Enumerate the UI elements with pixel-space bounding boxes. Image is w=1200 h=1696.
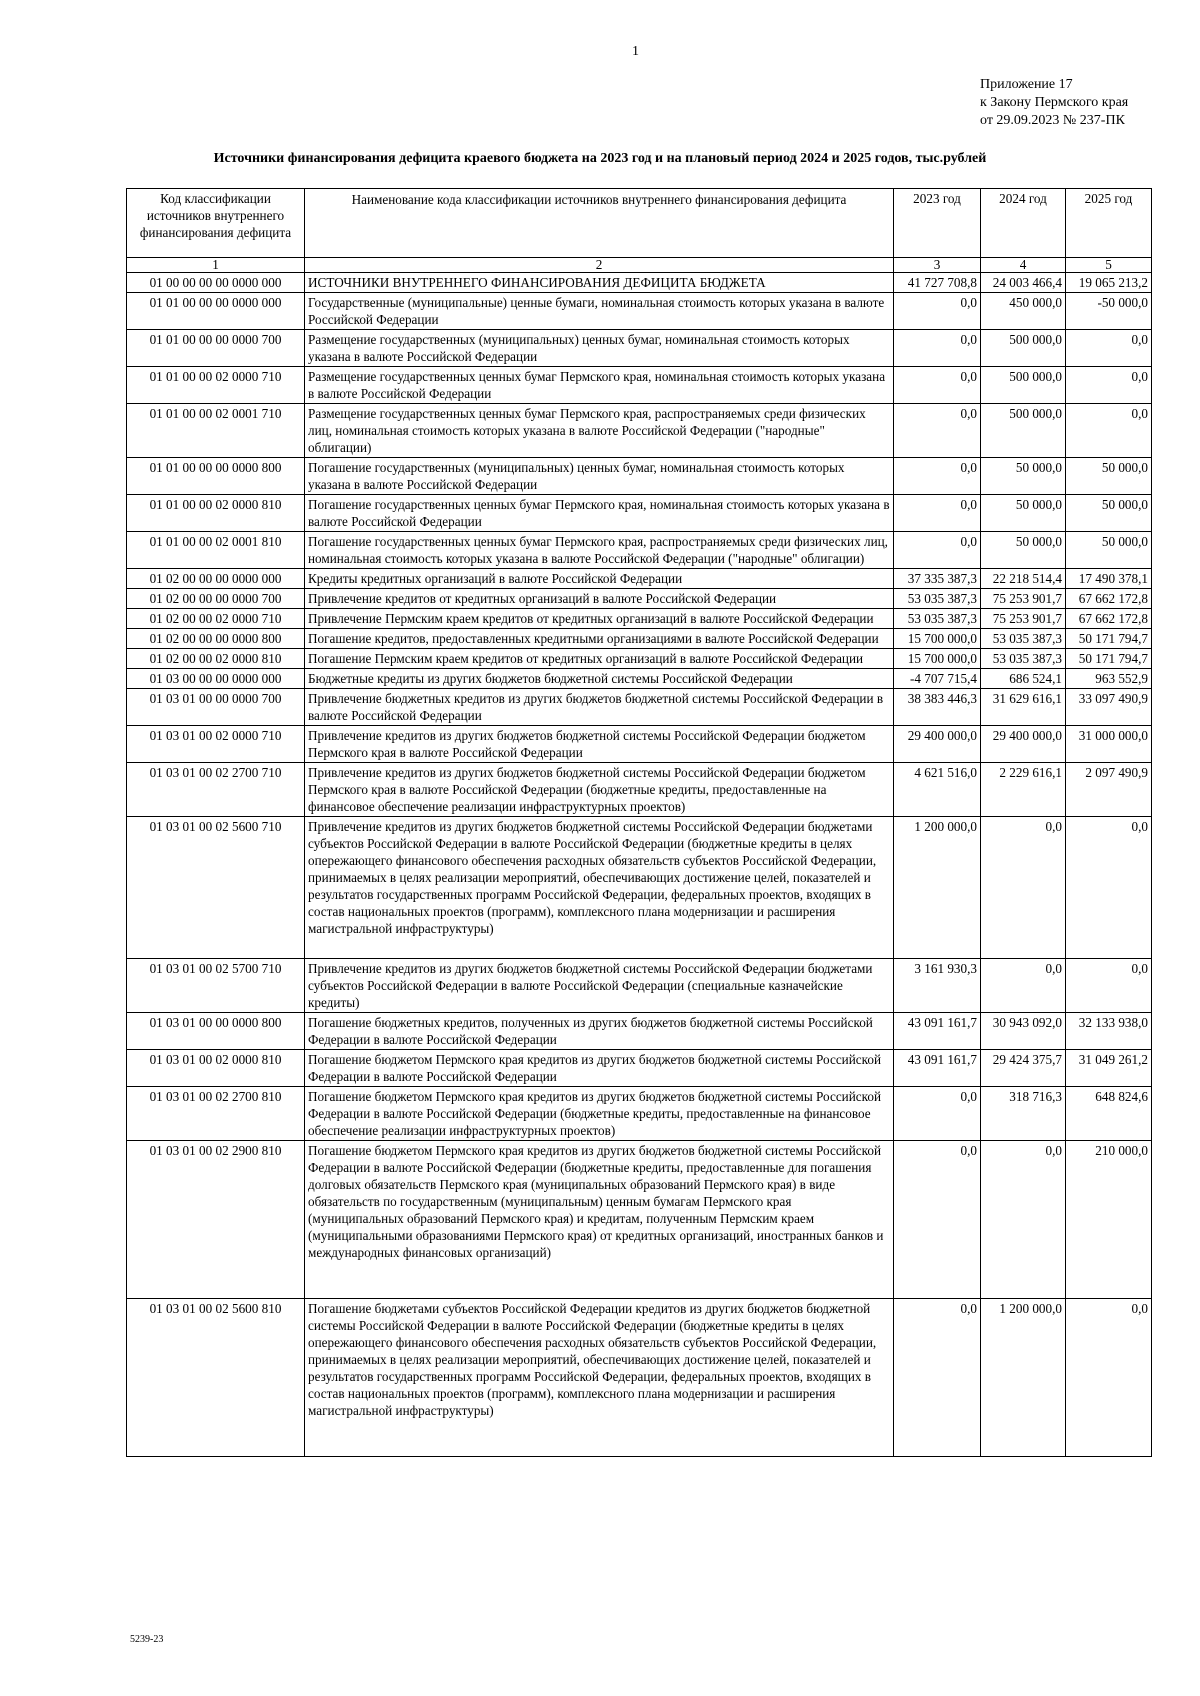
code-cell: 01 03 01 00 02 5600 810 [127, 1299, 305, 1457]
table-row [127, 495, 1152, 532]
name-cell: Погашение бюджетных кредитов, полученных из других бюджетов бюджетной системы Российской Федерации в валюте Российской Федерации [305, 1013, 894, 1050]
code-cell: 01 02 00 00 00 0000 000 [127, 569, 305, 589]
column-number-row [127, 258, 1152, 273]
value-2023-cell: 38 383 446,3 [894, 689, 981, 726]
annex-line-1: Приложение 17 [980, 77, 1073, 92]
value-2023-cell: 3 161 930,3 [894, 959, 981, 1013]
name-cell: Привлечение кредитов из других бюджетов бюджетной системы Российской Федерации бюджетом Пермского края в валюте Российской Федерации [305, 726, 894, 763]
table-row [127, 609, 1152, 629]
name-cell: Погашение государственных (муниципальных) ценных бумаг, номинальная стоимость которых указана в валюте Российской Федерации [305, 458, 894, 495]
column-number: 3 [894, 258, 981, 273]
code-cell: 01 01 00 00 00 0000 700 [127, 330, 305, 367]
value-2025-cell: 50 000,0 [1066, 532, 1152, 569]
value-2025-cell: 963 552,9 [1066, 669, 1152, 689]
table-row [127, 330, 1152, 367]
name-cell: Погашение бюджетами субъектов Российской Федерации кредитов из других бюджетов бюджетной системы Российской Федерации в валюте Российской Федерации (бюджетные кредиты в целях опережающего финансового обеспечения расходных обязательств субъектов Российской Федерации, принимаемых в целях реализации мероприятий, обеспечивающих достижение целей, показателей и результатов государственных программ Российской Федерации, федеральных проектов, входящих в состав национальных проектов (программ), комплексного плана модернизации и расширения магистральной инфраструктуры) [305, 1299, 894, 1457]
table-row [127, 404, 1152, 458]
value-2025-cell: 17 490 378,1 [1066, 569, 1152, 589]
code-cell: 01 01 00 00 02 0001 810 [127, 532, 305, 569]
name-cell: Погашение Пермским краем кредитов от кредитных организаций в валюте Российской Федерации [305, 649, 894, 669]
value-2024-cell: 686 524,1 [981, 669, 1066, 689]
value-2023-cell: 0,0 [894, 293, 981, 330]
code-cell: 01 03 01 00 00 0000 700 [127, 689, 305, 726]
value-2024-cell: 50 000,0 [981, 532, 1066, 569]
value-2023-cell: 0,0 [894, 404, 981, 458]
value-2025-cell: 19 065 213,2 [1066, 273, 1152, 293]
value-2025-cell: -50 000,0 [1066, 293, 1152, 330]
value-2023-cell: 53 035 387,3 [894, 609, 981, 629]
name-cell: Погашение кредитов, предоставленных кредитными организациями в валюте Российской Федерации [305, 629, 894, 649]
value-2024-cell: 500 000,0 [981, 367, 1066, 404]
value-2025-cell: 210 000,0 [1066, 1141, 1152, 1299]
name-cell: Привлечение кредитов из других бюджетов бюджетной системы Российской Федерации бюджетами субъектов Российской Федерации в валюте Российской Федерации (бюджетные кредиты в целях опережающего финансового обеспечения расходных обязательств субъектов Российской Федерации, принимаемых в целях реализации мероприятий, обеспечивающих достижение целей, показателей и результатов государственных программ Российской Федерации, федеральных проектов, входящих в состав национальных проектов (программ), комплексного плана модернизации и расширения магистральной инфраструктуры) [305, 817, 894, 959]
value-2024-cell: 24 003 466,4 [981, 273, 1066, 293]
table-row [127, 1087, 1152, 1141]
page-number: 1 [632, 44, 639, 59]
value-2024-cell: 2 229 616,1 [981, 763, 1066, 817]
column-number: 2 [305, 258, 894, 273]
value-2025-cell: 50 000,0 [1066, 458, 1152, 495]
value-2024-cell: 22 218 514,4 [981, 569, 1066, 589]
name-cell: Размещение государственных ценных бумаг Пермского края, распространяемых среди физических лиц, номинальная стоимость которых указана в валюте Российской Федерации ("народные" облигации) [305, 404, 894, 458]
table-row [127, 367, 1152, 404]
value-2024-cell: 75 253 901,7 [981, 609, 1066, 629]
value-2025-cell: 0,0 [1066, 817, 1152, 959]
value-2025-cell: 0,0 [1066, 1299, 1152, 1457]
name-cell: Кредиты кредитных организаций в валюте Российской Федерации [305, 569, 894, 589]
value-2023-cell: 0,0 [894, 1299, 981, 1457]
table-row [127, 629, 1152, 649]
value-2024-cell: 53 035 387,3 [981, 629, 1066, 649]
value-2023-cell: 1 200 000,0 [894, 817, 981, 959]
column-number: 5 [1066, 258, 1152, 273]
value-2025-cell: 2 097 490,9 [1066, 763, 1152, 817]
table-row [127, 959, 1152, 1013]
column-number: 4 [981, 258, 1066, 273]
code-cell: 01 01 00 00 02 0000 810 [127, 495, 305, 532]
value-2025-cell: 0,0 [1066, 330, 1152, 367]
table-row [127, 726, 1152, 763]
code-cell: 01 03 00 00 00 0000 000 [127, 669, 305, 689]
name-cell: Привлечение кредитов от кредитных организаций в валюте Российской Федерации [305, 589, 894, 609]
header-2023: 2023 год [894, 189, 981, 258]
value-2024-cell: 31 629 616,1 [981, 689, 1066, 726]
name-cell: Привлечение бюджетных кредитов из других бюджетов бюджетной системы Российской Федерации в валюте Российской Федерации [305, 689, 894, 726]
value-2023-cell: 0,0 [894, 495, 981, 532]
value-2024-cell: 0,0 [981, 1141, 1066, 1299]
value-2023-cell: 0,0 [894, 330, 981, 367]
value-2025-cell: 50 171 794,7 [1066, 629, 1152, 649]
code-cell: 01 01 00 00 00 0000 000 [127, 293, 305, 330]
value-2025-cell: 67 662 172,8 [1066, 589, 1152, 609]
code-cell: 01 00 00 00 00 0000 000 [127, 273, 305, 293]
code-cell: 01 02 00 00 00 0000 800 [127, 629, 305, 649]
name-cell: Размещение государственных ценных бумаг Пермского края, номинальная стоимость которых указана в валюте Российской Федерации [305, 367, 894, 404]
header-2025: 2025 год [1066, 189, 1152, 258]
value-2025-cell: 32 133 938,0 [1066, 1013, 1152, 1050]
value-2025-cell: 31 049 261,2 [1066, 1050, 1152, 1087]
value-2023-cell: 0,0 [894, 532, 981, 569]
value-2023-cell: 53 035 387,3 [894, 589, 981, 609]
value-2024-cell: 1 200 000,0 [981, 1299, 1066, 1457]
code-cell: 01 03 01 00 02 2700 710 [127, 763, 305, 817]
name-cell: Бюджетные кредиты из других бюджетов бюджетной системы Российской Федерации [305, 669, 894, 689]
table-row [127, 293, 1152, 330]
name-cell: Государственные (муниципальные) ценные бумаги, номинальная стоимость которых указана в валюте Российской Федерации [305, 293, 894, 330]
table-row [127, 669, 1152, 689]
name-cell: ИСТОЧНИКИ ВНУТРЕННЕГО ФИНАНСИРОВАНИЯ ДЕФИЦИТА БЮДЖЕТА [305, 273, 894, 293]
value-2023-cell: 41 727 708,8 [894, 273, 981, 293]
value-2025-cell: 50 171 794,7 [1066, 649, 1152, 669]
table-row [127, 589, 1152, 609]
code-cell: 01 03 01 00 02 0000 810 [127, 1050, 305, 1087]
value-2024-cell: 450 000,0 [981, 293, 1066, 330]
sources-table [126, 188, 1152, 1457]
code-cell: 01 01 00 00 02 0001 710 [127, 404, 305, 458]
table-row [127, 1050, 1152, 1087]
value-2024-cell: 29 424 375,7 [981, 1050, 1066, 1087]
value-2024-cell: 53 035 387,3 [981, 649, 1066, 669]
header-2024: 2024 год [981, 189, 1066, 258]
code-cell: 01 02 00 00 00 0000 700 [127, 589, 305, 609]
name-cell: Погашение государственных ценных бумаг Пермского края, номинальная стоимость которых указана в валюте Российской Федерации [305, 495, 894, 532]
value-2024-cell: 50 000,0 [981, 458, 1066, 495]
table-row [127, 817, 1152, 959]
value-2024-cell: 30 943 092,0 [981, 1013, 1066, 1050]
value-2024-cell: 50 000,0 [981, 495, 1066, 532]
table-row [127, 569, 1152, 589]
header-code: Код классификации источников внутреннего финансирования дефицита [127, 189, 305, 258]
value-2024-cell: 75 253 901,7 [981, 589, 1066, 609]
value-2024-cell: 29 400 000,0 [981, 726, 1066, 763]
annex-block [980, 76, 1128, 130]
value-2023-cell: 15 700 000,0 [894, 649, 981, 669]
table-row [127, 689, 1152, 726]
code-cell: 01 01 00 00 00 0000 800 [127, 458, 305, 495]
value-2023-cell: 0,0 [894, 367, 981, 404]
table-row [127, 1141, 1152, 1299]
header-name: Наименование кода классификации источников внутреннего финансирования дефицита [305, 189, 894, 258]
document-title: Источники финансирования дефицита краевого бюджета на 2023 год и на плановый период 2024 и 2025 годов, тыс.рублей [213, 151, 987, 166]
header-row [127, 189, 1152, 258]
value-2025-cell: 50 000,0 [1066, 495, 1152, 532]
table-row [127, 273, 1152, 293]
value-2025-cell: 67 662 172,8 [1066, 609, 1152, 629]
column-number: 1 [127, 258, 305, 273]
value-2025-cell: 31 000 000,0 [1066, 726, 1152, 763]
value-2025-cell: 648 824,6 [1066, 1087, 1152, 1141]
name-cell: Привлечение кредитов из других бюджетов бюджетной системы Российской Федерации бюджетом Пермского края в валюте Российской Федерации (бюджетные кредиты, предоставленные на финансовое обеспечение реализации инфраструктурных проектов) [305, 763, 894, 817]
table-row [127, 1013, 1152, 1050]
table-row [127, 1299, 1152, 1457]
code-cell: 01 03 01 00 02 5700 710 [127, 959, 305, 1013]
table-row [127, 532, 1152, 569]
value-2023-cell: 43 091 161,7 [894, 1013, 981, 1050]
value-2024-cell: 0,0 [981, 817, 1066, 959]
value-2023-cell: 0,0 [894, 458, 981, 495]
table-row [127, 649, 1152, 669]
code-cell: 01 01 00 00 02 0000 710 [127, 367, 305, 404]
name-cell: Погашение бюджетом Пермского края кредитов из других бюджетов бюджетной системы Российской Федерации в валюте Российской Федерации [305, 1050, 894, 1087]
name-cell: Привлечение кредитов из других бюджетов бюджетной системы Российской Федерации бюджетами субъектов Российской Федерации в валюте Российской Федерации (специальные казначейские кредиты) [305, 959, 894, 1013]
annex-line-3: от 29.09.2023 № 237-ПК [980, 113, 1125, 128]
code-cell: 01 02 00 00 02 0000 710 [127, 609, 305, 629]
value-2024-cell: 318 716,3 [981, 1087, 1066, 1141]
value-2023-cell: 0,0 [894, 1087, 981, 1141]
name-cell: Погашение бюджетом Пермского края кредитов из других бюджетов бюджетной системы Российской Федерации в валюте Российской Федерации (бюджетные кредиты, предоставленные на финансовое обеспечение реализации инфраструктурных проектов) [305, 1087, 894, 1141]
value-2023-cell: -4 707 715,4 [894, 669, 981, 689]
value-2023-cell: 43 091 161,7 [894, 1050, 981, 1087]
value-2025-cell: 0,0 [1066, 959, 1152, 1013]
code-cell: 01 03 01 00 00 0000 800 [127, 1013, 305, 1050]
table-row [127, 763, 1152, 817]
code-cell: 01 02 00 00 02 0000 810 [127, 649, 305, 669]
name-cell: Погашение государственных ценных бумаг Пермского края, распространяемых среди физических лиц, номинальная стоимость которых указана в валюте Российской Федерации ("народные" облигации) [305, 532, 894, 569]
code-cell: 01 03 01 00 02 5600 710 [127, 817, 305, 959]
value-2025-cell: 33 097 490,9 [1066, 689, 1152, 726]
name-cell: Размещение государственных (муниципальных) ценных бумаг, номинальная стоимость которых указана в валюте Российской Федерации [305, 330, 894, 367]
value-2025-cell: 0,0 [1066, 404, 1152, 458]
code-cell: 01 03 01 00 02 2700 810 [127, 1087, 305, 1141]
name-cell: Погашение бюджетом Пермского края кредитов из других бюджетов бюджетной системы Российской Федерации в валюте Российской Федерации (бюджетные кредиты, предоставленные для погашения долговых обязательств Пермского края (муниципальных образований Пермского края) в виде обязательств по государственным (муниципальным) ценным бумагам Пермского края (муниципальных образований Пермского края) и кредитам, полученным Пермским краем (муниципальными образованиями Пермского края) от кредитных организаций, иностранных банков и международных финансовых организаций) [305, 1141, 894, 1299]
value-2023-cell: 37 335 387,3 [894, 569, 981, 589]
table-row [127, 458, 1152, 495]
value-2024-cell: 0,0 [981, 959, 1066, 1013]
value-2023-cell: 0,0 [894, 1141, 981, 1299]
code-cell: 01 03 01 00 02 0000 710 [127, 726, 305, 763]
value-2024-cell: 500 000,0 [981, 330, 1066, 367]
document-code: 5239-23 [130, 1634, 164, 1645]
name-cell: Привлечение Пермским краем кредитов от кредитных организаций в валюте Российской Федерации [305, 609, 894, 629]
value-2024-cell: 500 000,0 [981, 404, 1066, 458]
value-2025-cell: 0,0 [1066, 367, 1152, 404]
code-cell: 01 03 01 00 02 2900 810 [127, 1141, 305, 1299]
annex-line-2: к Закону Пермского края [980, 95, 1129, 110]
value-2023-cell: 29 400 000,0 [894, 726, 981, 763]
value-2023-cell: 4 621 516,0 [894, 763, 981, 817]
value-2023-cell: 15 700 000,0 [894, 629, 981, 649]
